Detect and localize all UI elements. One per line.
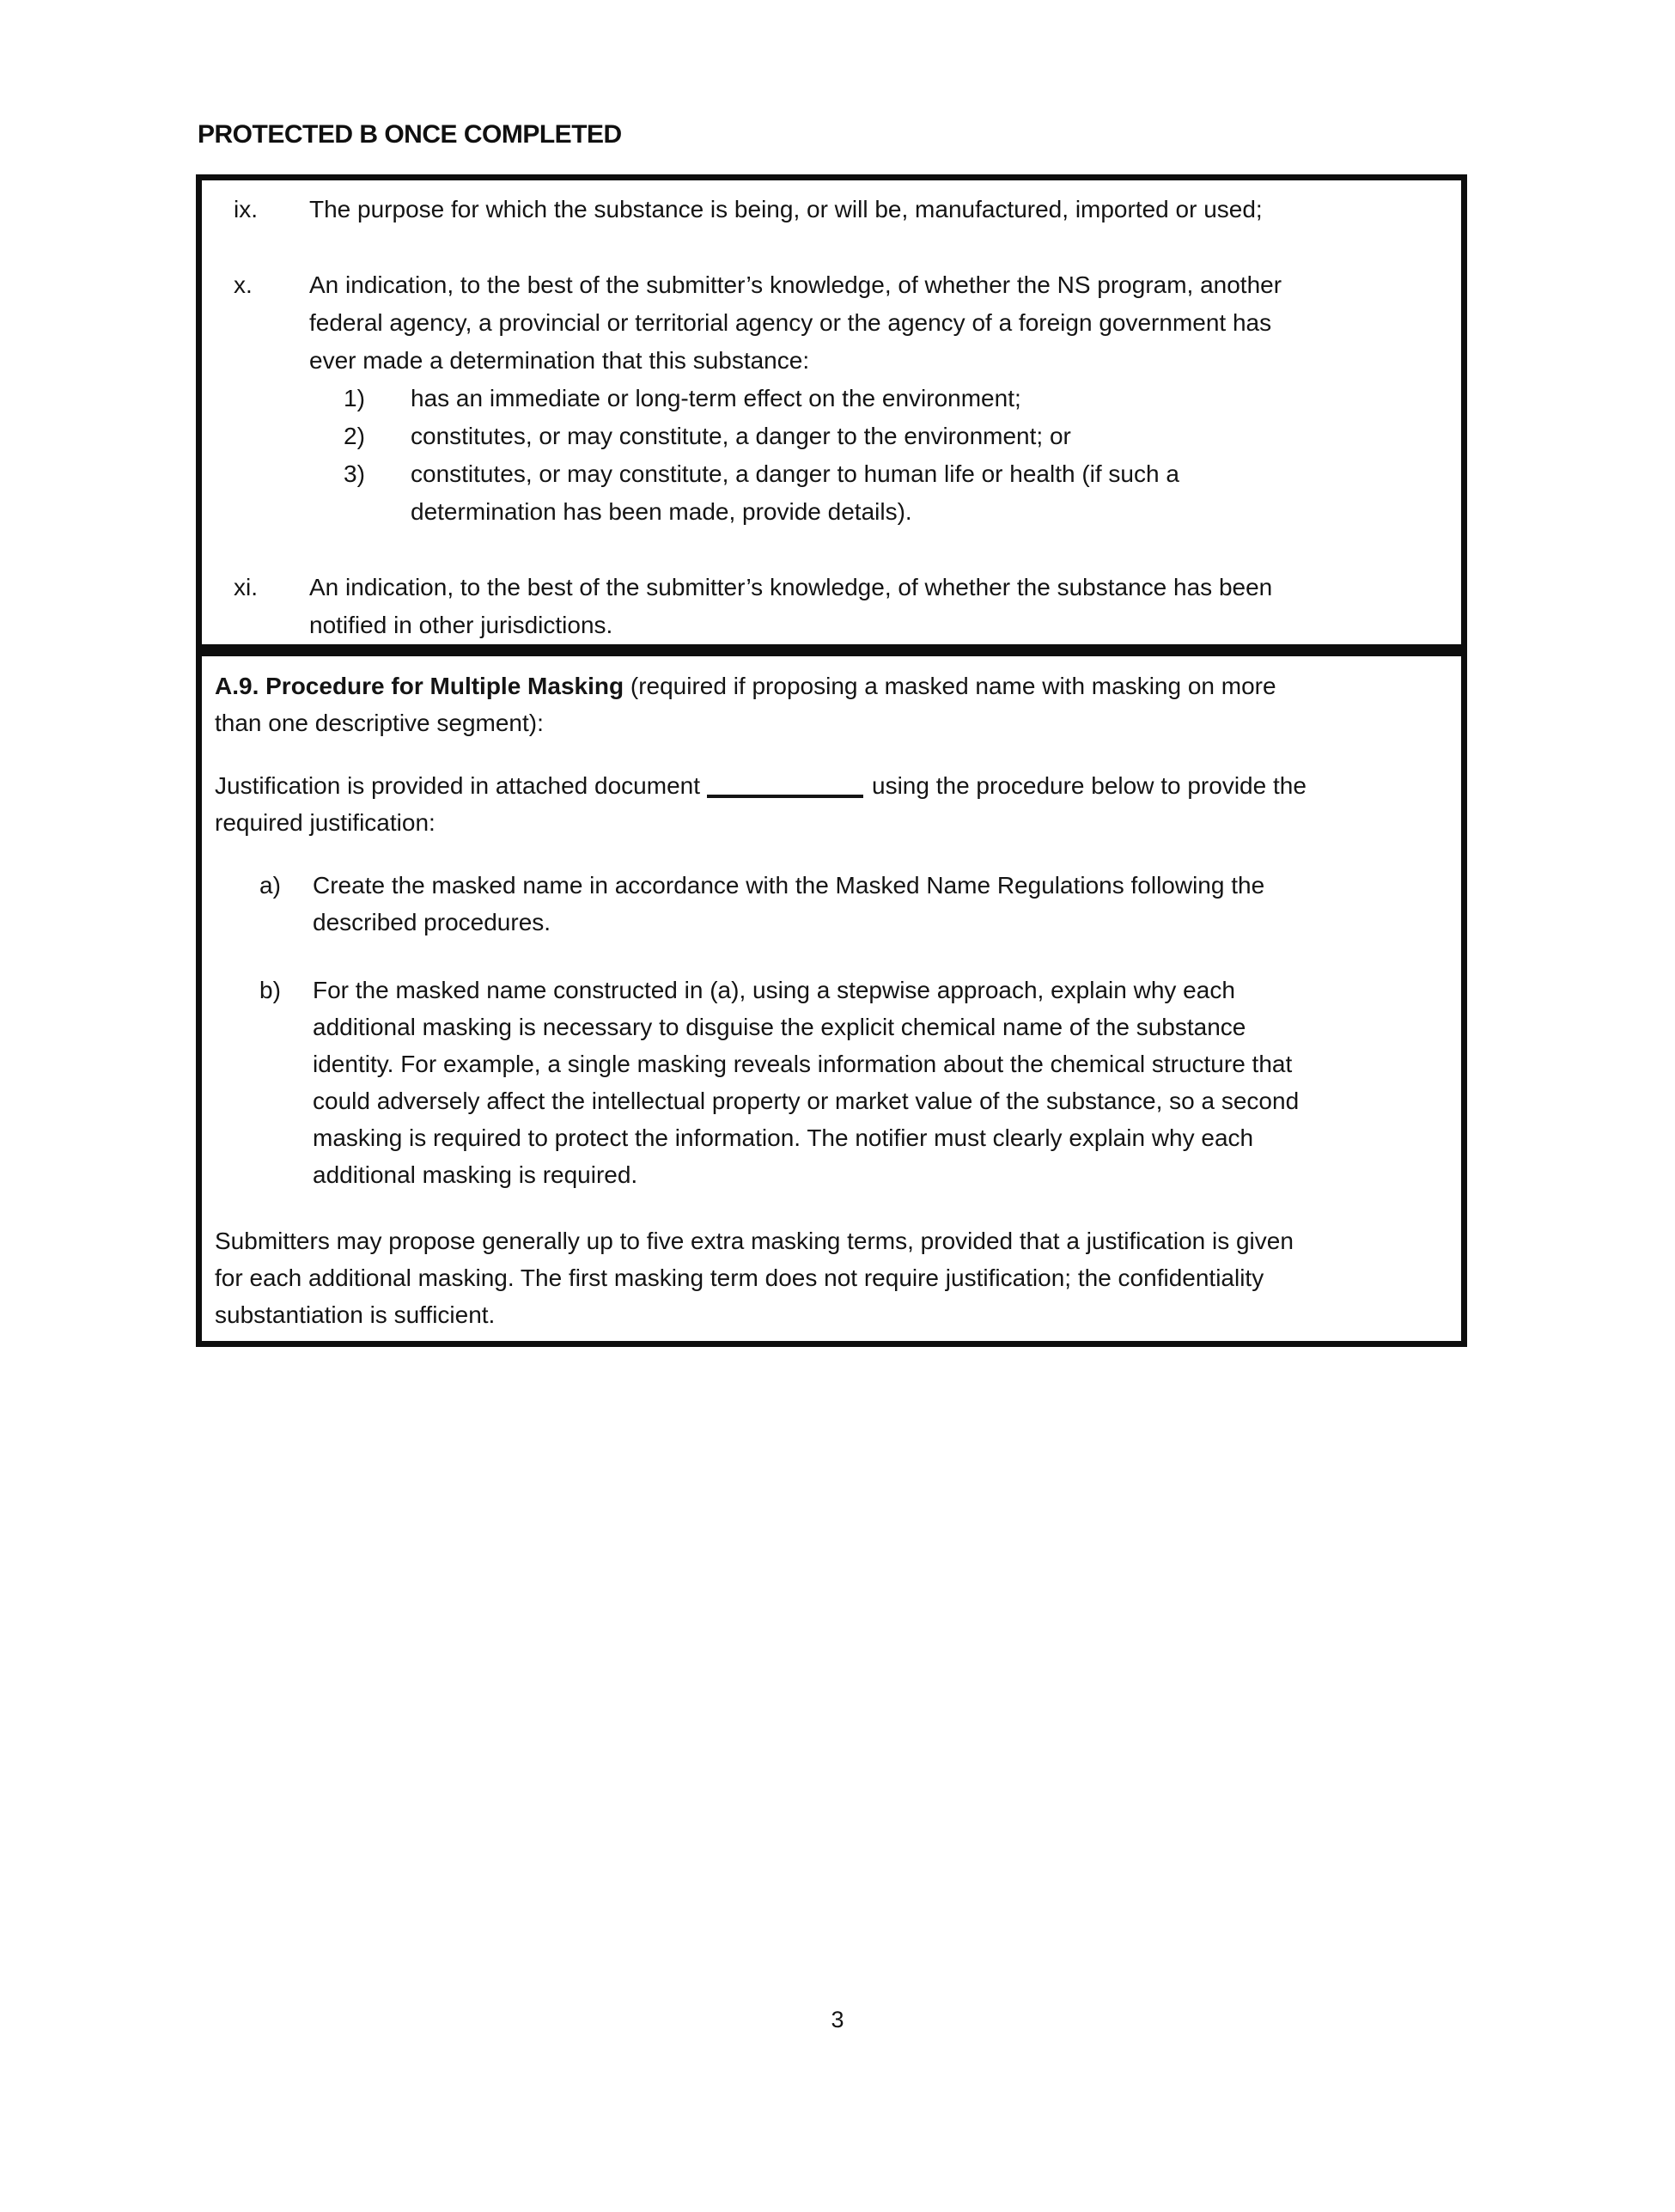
step-text-line: additional masking is necessary to disguise the explicit chemical name of the substance	[313, 1014, 1246, 1040]
classification-header: PROTECTED B ONCE COMPLETED	[198, 120, 622, 149]
step-text-line: additional masking is required.	[313, 1161, 638, 1188]
procedure-heading-qualifier: (required if proposing a masked name with masking on more	[624, 673, 1276, 699]
step-text-line: masking is required to protect the information. The notifier must clearly explain why each	[313, 1124, 1254, 1151]
requirement-text-line: ever made a determination that this substance:	[309, 347, 810, 374]
determination-label: 2)	[344, 423, 365, 449]
requirement-body	[309, 191, 1444, 229]
requirement-text-line: The purpose for which the substance is being, or will be, manufactured, imported or used;	[309, 196, 1263, 222]
procedure-heading-line: than one descriptive segment):	[215, 710, 544, 736]
closing-paragraph	[215, 1222, 1446, 1333]
determination-label: 3)	[344, 460, 365, 487]
requirement-item-ix	[234, 191, 1444, 229]
justification-line: required justification:	[215, 809, 436, 836]
justification-paragraph	[215, 767, 1446, 841]
step-text-line: Create the masked name in accordance with the Masked Name Regulations following the	[313, 872, 1265, 899]
requirement-label: ix.	[234, 196, 258, 222]
substance-requirements-box	[196, 174, 1467, 650]
page-number: 3	[831, 2007, 844, 2032]
determination-item-2	[344, 417, 1444, 455]
requirement-item-xi	[234, 569, 1444, 644]
determination-item-1	[344, 380, 1444, 417]
step-body	[313, 972, 1446, 1193]
procedure-step-b	[259, 972, 1446, 1193]
determination-text-line: determination has been made, provide details).	[411, 498, 912, 525]
requirement-label: x.	[234, 271, 253, 298]
step-body	[313, 867, 1446, 941]
determination-body	[411, 380, 1444, 417]
determination-label: 1)	[344, 385, 365, 411]
step-text-line: described procedures.	[313, 909, 551, 935]
step-text-line: identity. For example, a single masking reveals information about the chemical structure that	[313, 1051, 1293, 1077]
step-text-line: could adversely affect the intellectual property or market value of the substance, so a second	[313, 1088, 1300, 1114]
determination-text-line: has an immediate or long-term effect on the environment;	[411, 385, 1021, 411]
closing-text-line: substantiation is sufficient.	[215, 1301, 496, 1328]
determination-item-3	[344, 455, 1444, 531]
requirement-body	[309, 266, 1444, 531]
step-label: b)	[259, 977, 281, 1003]
determination-text-line: constitutes, or may constitute, a danger to human life or health (if such a	[411, 460, 1179, 487]
determination-body	[411, 417, 1444, 455]
requirement-item-x	[234, 266, 1444, 531]
determination-list	[344, 380, 1444, 531]
justification-text-after: using the procedure below to provide the	[872, 772, 1306, 799]
procedure-step-a	[259, 867, 1446, 941]
determination-body	[411, 455, 1444, 531]
requirement-text-line: An indication, to the best of the submitter’s knowledge, of whether the substance has been	[309, 574, 1273, 600]
closing-text-line: for each additional masking. The first masking term does not require justification; the confidentiality	[215, 1264, 1264, 1291]
requirement-text-line: notified in other jurisdictions.	[309, 612, 613, 638]
requirement-text-line: federal agency, a provincial or territorial agency or the agency of a foreign government has	[309, 309, 1272, 336]
closing-text-line: Submitters may propose generally up to five extra masking terms, provided that a justification is given	[215, 1228, 1294, 1254]
justification-line	[215, 767, 1446, 804]
procedure-heading	[215, 667, 1446, 741]
step-text-line: For the masked name constructed in (a), using a stepwise approach, explain why each	[313, 977, 1235, 1003]
requirement-text-line: An indication, to the best of the submitter’s knowledge, of whether the NS program, another	[309, 271, 1282, 298]
step-label: a)	[259, 872, 281, 899]
justification-text-before: Justification is provided in attached document	[215, 772, 700, 799]
procedure-heading-title: A.9. Procedure for Multiple Masking	[215, 673, 624, 699]
procedure-heading-line	[215, 667, 1446, 704]
justification-blank-field	[707, 783, 863, 798]
requirement-body	[309, 569, 1444, 644]
determination-text-line: constitutes, or may constitute, a danger to the environment; or	[411, 423, 1071, 449]
requirement-label: xi.	[234, 574, 258, 600]
multiple-masking-procedure-box	[196, 650, 1467, 1347]
